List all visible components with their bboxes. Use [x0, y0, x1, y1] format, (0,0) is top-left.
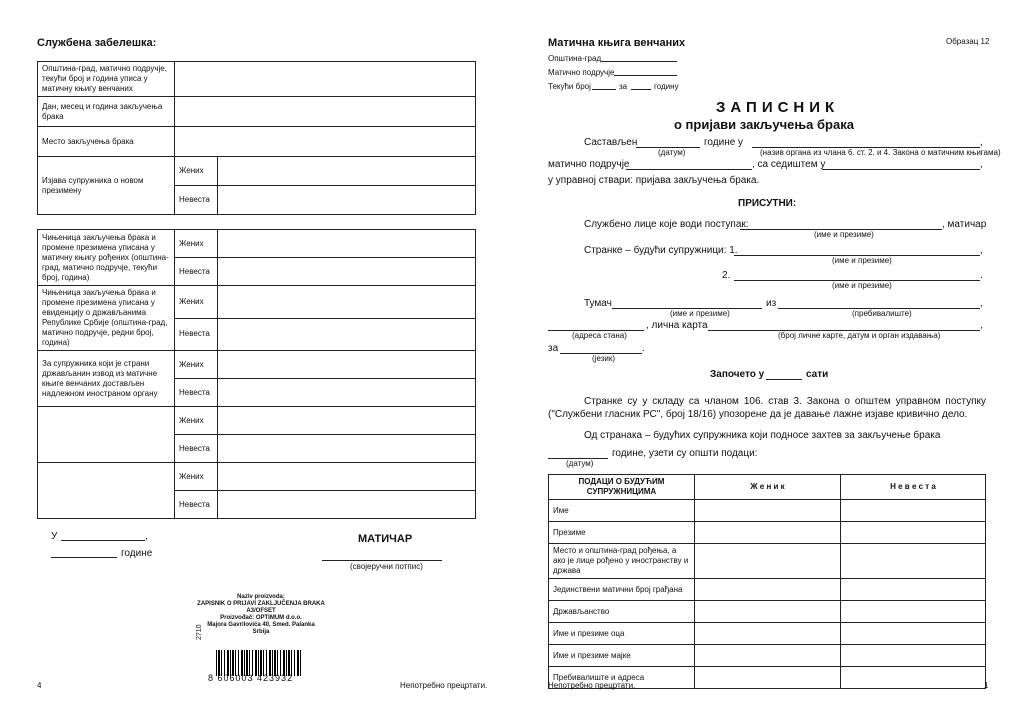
table-cell[interactable] — [218, 286, 476, 319]
municipality-label: Општина-град — [548, 54, 602, 63]
date-hint: (датум) — [566, 459, 594, 468]
groom-label: Жених — [175, 351, 218, 379]
from-label: из — [766, 298, 777, 309]
table-cell[interactable] — [175, 62, 476, 97]
table-header-bride: Н е в е с т а — [841, 475, 986, 500]
table-cell[interactable] — [218, 157, 476, 186]
document-subtitle: о пријави закључења брака — [674, 117, 854, 132]
id-hint: (број личне карте, датум и орган издавања) — [778, 331, 941, 340]
spouse-data-table — [548, 474, 989, 690]
table-row-label: Чињеница закључења брака и промене презимена уписана у матичну књигу рођених (општина-град, матично подручје, текући број, година) — [38, 230, 175, 286]
table-row-label: Дан, месец и година закључења брака — [38, 97, 175, 127]
language-label: за — [548, 343, 559, 354]
table-cell[interactable] — [218, 258, 476, 286]
residence-hint: (пребивалиште) — [852, 309, 912, 318]
table-cell[interactable] — [218, 491, 476, 519]
groom-label: Жених — [175, 463, 218, 491]
barcode-number: 8 606003 423932 — [208, 673, 294, 683]
table-row-label: За супружника који је страни држављанин извод из матичне књиге венчаних достављен надлежном иностраном органу — [38, 351, 175, 407]
table-cell[interactable] — [841, 500, 986, 522]
table-cell[interactable] — [841, 623, 986, 645]
current-number-field[interactable] — [592, 89, 616, 90]
year-taken-label: године, узети су општи подаци: — [612, 448, 758, 459]
started-label: Започето у — [710, 369, 765, 380]
year-in-label: године у — [704, 137, 744, 148]
groom-label: Жених — [175, 286, 218, 319]
table-row-label: Место закључења брака — [38, 127, 175, 157]
table-cell[interactable] — [841, 645, 986, 667]
groom-label: Жених — [175, 230, 218, 258]
table-row-label: Чињеница закључења брака и промене презимена уписана у евиденцију о држављанима Републике Србије (општина-град, матично подручје, редни број, година) — [38, 286, 175, 351]
matic-area-field[interactable] — [626, 169, 752, 170]
table-cell[interactable] — [695, 579, 841, 601]
table-cell[interactable] — [841, 601, 986, 623]
municipality-field[interactable] — [601, 61, 677, 62]
groom-label: Жених — [175, 407, 218, 435]
date-field[interactable] — [51, 557, 117, 558]
table-row-label: Име и презиме оца — [549, 623, 695, 645]
table-row-label: Јединствени матични број грађана — [549, 579, 695, 601]
table-cell[interactable] — [218, 379, 476, 407]
bride-label: Невеста — [175, 435, 218, 463]
document-title: ЗАПИСНИК — [716, 99, 840, 116]
za-label: за — [619, 82, 628, 91]
table-row-label: Држављанство — [549, 601, 695, 623]
name-hint: (име и презиме) — [670, 309, 730, 318]
official-label: Службено лице које води поступак: — [584, 219, 749, 230]
organ-hint: (назив органа из члана 6. ст. 2. и 4. Закона о матичним књигама) — [760, 148, 1001, 157]
bride-label: Невеста — [175, 379, 218, 407]
current-number-label: Текући број — [548, 82, 591, 91]
seat-field[interactable] — [822, 169, 980, 170]
bride-label: Невеста — [175, 186, 218, 215]
language-hint: (језик) — [592, 354, 616, 363]
table-cell[interactable] — [841, 522, 986, 544]
registrar-title: МАТИЧАР — [358, 533, 413, 545]
started-time-field[interactable] — [766, 379, 802, 380]
year-label: године — [121, 548, 153, 559]
bride-label: Невеста — [175, 318, 218, 351]
table-cell[interactable] — [841, 544, 986, 579]
composed-label: Састављен — [584, 137, 638, 148]
product-code: 2710 — [196, 624, 203, 640]
table-row-label: Општина-град, матично подручје, текући број и година уписа у матичну књигу венчаних — [38, 62, 175, 97]
place-prefix: У — [51, 531, 58, 542]
table-cell[interactable] — [695, 544, 841, 579]
page-number-right: 1 — [984, 681, 989, 690]
table-header: ПОДАЦИ О БУДУЋИМ СУПРУЖНИЦИМА — [549, 475, 695, 500]
table-cell[interactable] — [218, 463, 476, 491]
name-hint: (име и презиме) — [814, 230, 874, 239]
request-text: Од странака – будућих супружника који подносе захтев за закључење брака — [584, 430, 941, 441]
matic-area-label: матично подручје — [548, 159, 630, 170]
warning-text: Странке су у складу са чланом 106. став 3. Закона о општем управном поступку ("Службени гласник РС", број 18/16) упозорене да је давање лажне изјаве кривично дело. — [548, 396, 986, 420]
interpreter-label: Тумач — [584, 298, 612, 309]
table-row-label: Место и општина-град рођења, а ако је лице рођено у иностранству и држава — [549, 544, 695, 579]
table-row-label: Име и презиме мајке — [549, 645, 695, 667]
table-header-groom: Ж е н и к — [695, 475, 841, 500]
admin-matter-text: у управној ствари: пријава закључења брака. — [548, 175, 760, 186]
address-hint: (адреса стана) — [572, 331, 627, 340]
registry-area-label: Матично подручје — [548, 68, 615, 77]
name-hint: (име и презиме) — [832, 281, 892, 290]
seat-label: , са седиштем у — [752, 159, 826, 170]
note-table-1 — [37, 61, 476, 215]
parties-label: Странке – будући супружници: 1. — [584, 245, 738, 256]
table-row-label: Име — [549, 500, 695, 522]
registry-book-title: Матична књига венчаних — [548, 37, 686, 49]
cross-out-note-right: Непотребно прецртати. — [548, 681, 636, 690]
signature-field[interactable] — [322, 560, 442, 561]
table-cell[interactable] — [841, 667, 989, 690]
form-number: Образац 12 — [946, 37, 990, 46]
table-cell[interactable] — [218, 186, 476, 215]
year-suffix: годину — [654, 82, 679, 91]
table-cell[interactable] — [695, 500, 841, 522]
year-field[interactable] — [631, 89, 651, 90]
table-row-label — [38, 463, 175, 519]
table-row-label: Изјава супружника о новом презимену — [38, 157, 175, 215]
cross-out-note-left: Непотребно прецртати. — [400, 681, 488, 690]
bride-label: Невеста — [175, 491, 218, 519]
table-row-label: Пребивалиште и адреса — [549, 667, 695, 689]
registrar-suffix: , матичар — [942, 219, 987, 230]
party-2-label: 2. — [722, 270, 731, 281]
table-cell[interactable] — [175, 97, 476, 127]
table-cell[interactable] — [695, 623, 841, 645]
table-cell[interactable] — [218, 435, 476, 463]
table-cell[interactable] — [841, 579, 986, 601]
table-cell[interactable] — [695, 522, 841, 544]
table-cell[interactable] — [218, 351, 476, 379]
table-cell[interactable] — [695, 645, 841, 667]
signature-hint: (својеручни потпис) — [350, 562, 423, 571]
table-cell[interactable] — [695, 667, 841, 689]
bride-label: Невеста — [175, 258, 218, 286]
hours-label: сати — [806, 369, 829, 380]
note-table-2 — [37, 229, 476, 519]
place-field[interactable] — [61, 540, 145, 541]
table-cell[interactable] — [175, 127, 476, 157]
name-hint: (име и презиме) — [832, 256, 892, 265]
table-row-label — [38, 407, 175, 463]
table-row-label: Презиме — [549, 522, 695, 544]
table-cell[interactable] — [218, 230, 476, 258]
table-cell[interactable] — [218, 407, 476, 435]
registry-area-field[interactable] — [614, 75, 677, 76]
groom-label: Жених — [175, 157, 218, 186]
producer-info: Naziv proizvoda: ZAPISNIK O PRIJAVI ZAKLJUČENJA BRAKA A3/OFSET Proizvođač: OPTIMUM d.o.o. Majora Gavrilovića 40, Smed. Palanka Srbija — [197, 594, 325, 635]
id-card-label: , лична карта — [646, 320, 708, 331]
table-cell[interactable] — [695, 601, 841, 623]
official-note-heading: Службена забелешка: — [37, 37, 157, 49]
table-cell[interactable] — [218, 318, 476, 351]
date-hint: (датум) — [658, 148, 686, 157]
present-heading: ПРИСУТНИ: — [738, 198, 797, 209]
page-number-left: 4 — [37, 681, 42, 690]
